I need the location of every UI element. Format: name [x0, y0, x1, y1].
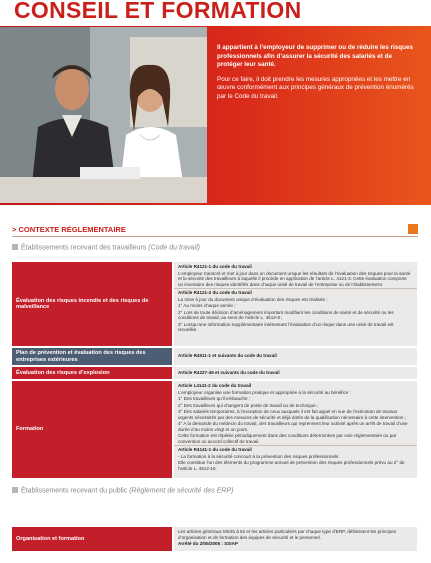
- subhead-workers: [12, 244, 200, 252]
- article-text: L’employeur organise une formation pratique et appropriée à la sécurité au bénéfice :: [178, 389, 351, 395]
- row-label: Évaluation des risques d’explosion: [12, 367, 172, 379]
- intro-text: [217, 44, 417, 108]
- subhead-workers-ref: (Code du travail): [148, 244, 200, 252]
- page-title: CONSEIL ET FORMATION: [14, 0, 302, 23]
- row-content: [174, 262, 417, 346]
- article-ref: Article R4121-2 du code du travail: [178, 290, 252, 295]
- row-label: Plan de prévention et évaluation des risques des entreprises extérieures: [12, 348, 172, 365]
- section-header: [12, 224, 418, 237]
- subhead-public: [12, 487, 233, 495]
- article-text: 3° Des salariés temporaires, à l’exception de ceux auxquels il est fait appel en vue de l’exécution de travaux urgents nécessités par des mesures de sécurité et déjà dotés de la qualification nécessaire à cette intervention ;: [178, 409, 407, 420]
- row-content: [174, 527, 417, 551]
- article-ref: Article R4511-1 et suivants du code du travail: [178, 353, 277, 359]
- table-row: [12, 262, 417, 346]
- article-text: 1° Au moins chaque année ;: [178, 303, 236, 308]
- table-row: [12, 367, 417, 379]
- article-text: L’employeur transcrit et met à jour dans un document unique les résultats de l’évaluation des risques pour la santé et la sécurité des travailleurs à laquelle il procède en application de l’article L. 4121-3. Cette évaluation comporte un inventaire des risques identifiés dans chaque unité de travail de l’entreprise ou de l’établissement.: [178, 270, 411, 287]
- article-ref: Article R4141-1 du code du travail: [178, 447, 252, 452]
- article-text: Les articles généraux MS45 à 52 et les articles particuliers par chaque type d’ERP, définissent les principes d’organisation et de formation des équipes de sécurité et le personnel.: [178, 529, 396, 540]
- intro-lead: Il appartient à l’employeur de supprimer ou de réduire les risques professionnels afin d’assurer la sécurité des salariés et de protéger leur santé.: [217, 44, 413, 69]
- article-text: Cette formation est répétée périodiquement dans des conditions déterminées par voie réglementaire ou par convention ou accord collectif de travail.: [178, 433, 397, 444]
- article-text: 2° Des travailleurs qui changent de poste de travail ou de technique ;: [178, 402, 319, 408]
- article-text: 2° Lors de toute décision d’aménagement important modifiant les conditions de santé et de sécurité ou les conditions de travail, au sens de l’article L. 4612-8 ;: [178, 309, 394, 320]
- article-text: 1° Des travailleurs qu’il embauche ;: [178, 396, 251, 401]
- table-row: [12, 381, 417, 478]
- row-content: [174, 367, 417, 379]
- subhead-workers-prefix: Établissements recevant des travailleurs: [21, 244, 147, 252]
- subhead-public-prefix: Établissements recevant du public: [21, 487, 128, 495]
- row-content: [174, 381, 417, 478]
- article-text: 4° A la demande du médecin du travail, des travailleurs qui reprennent leur activité après un arrêt de travail d’une durée d’au moins vingt et un jours.: [178, 421, 408, 432]
- square-bullet-icon: [12, 487, 18, 493]
- divider: [174, 288, 417, 289]
- table-row: [12, 348, 417, 365]
- article-ref: Article L4141-2 du code du travail: [178, 383, 252, 388]
- article-ref: Arrêté du 2/05/2005 : SSIAP: [178, 541, 239, 546]
- subhead-public-ref: (Règlement de sécurité des ERP): [129, 487, 234, 495]
- article-ref: Article R4227-46 et suivants du code du travail: [178, 369, 280, 375]
- hero-photo: [0, 27, 207, 203]
- title-bar: [0, 0, 431, 26]
- row-label: Évaluation des risques incendie et des risques de malveillance: [12, 262, 172, 346]
- row-label: Organisation et formation: [12, 527, 172, 551]
- row-content: [174, 348, 417, 365]
- square-bullet-icon: [12, 244, 18, 250]
- article-text: 3° Lorsqu’une information supplémentaire intéressant l’évaluation d’un risque dans une unité de travail est recueillie.: [178, 321, 394, 332]
- intro-body: Pour ce faire, il doit prendre les mesures appropriées et les mettre en œuvre conformément aux principes généraux de prévention énumérés par le Code du travail.: [217, 75, 414, 100]
- article-text: - La formation à la sécurité concourt à la prévention des risques professionnels.: [178, 453, 340, 459]
- section-marker-icon: [408, 224, 418, 234]
- article-ref: Article R4121-1 du code du travail: [178, 264, 252, 269]
- article-text: La mise à jour du document unique d’évaluation des risques est réalisée :: [178, 296, 328, 302]
- table-row: [12, 527, 417, 551]
- article-text: Elle constitue l’un des éléments du programme annuel de prévention des risques professionnels prévu au 2° de l’article L. 4612-16.: [178, 460, 405, 471]
- hero-banner: [0, 0, 431, 205]
- section-title: > CONTEXTE RÉGLEMENTAIRE: [12, 225, 126, 234]
- divider: [174, 445, 417, 446]
- row-label: Formation: [12, 381, 172, 478]
